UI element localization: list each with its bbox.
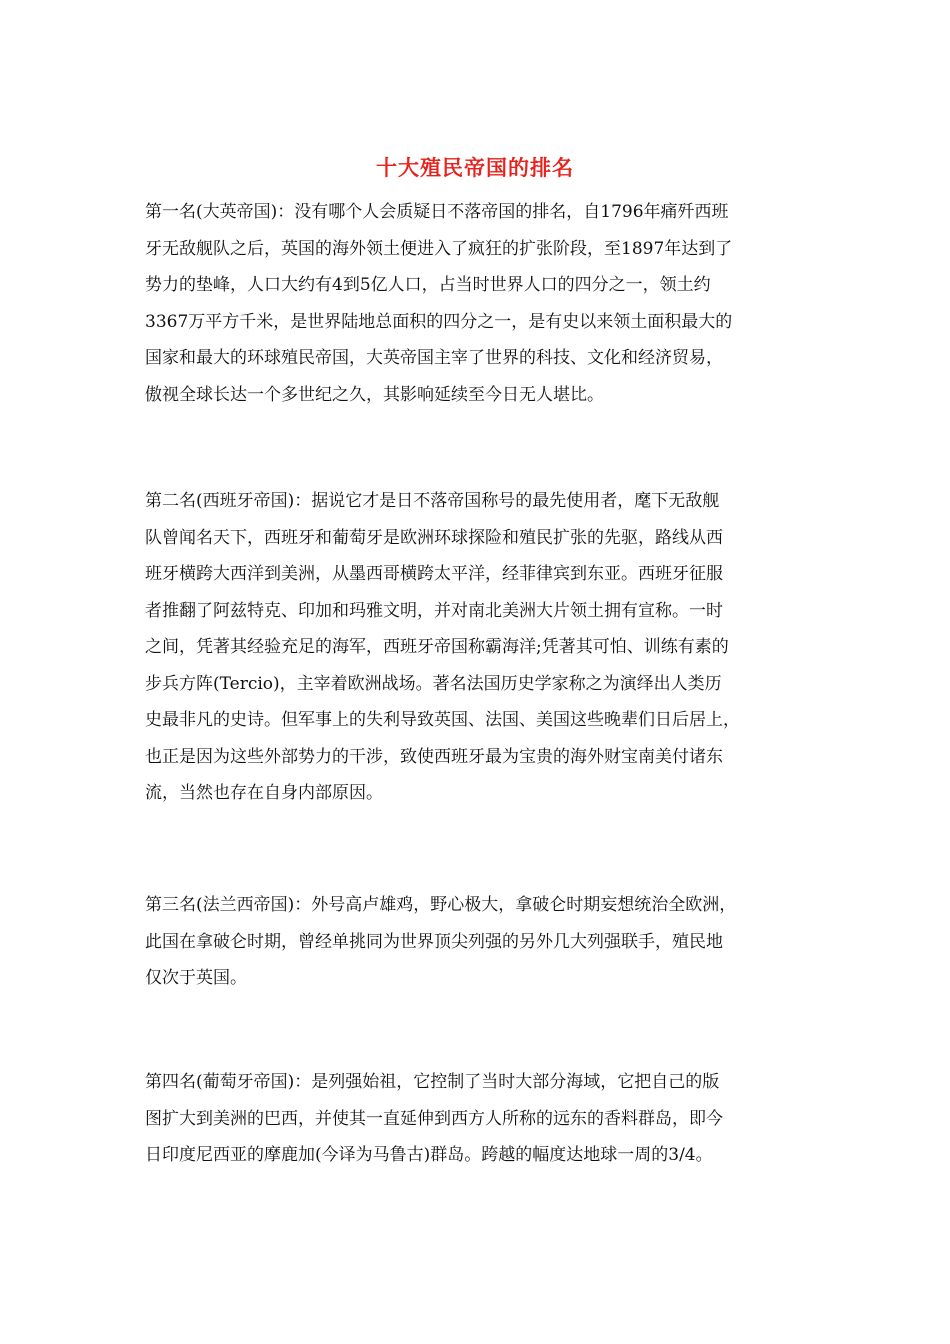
paragraph-line: 班牙横跨大西洋到美洲，从墨西哥横跨太平洋，经菲律宾到东亚。西班牙征服	[145, 564, 723, 584]
paragraph-line: 史最非凡的史诗。但军事上的失利导致英国、法国、美国这些晚辈们日后居上，	[145, 710, 740, 730]
paragraph-line: 日印度尼西亚的摩鹿加(今译为马鲁古)群岛。跨越的幅度达地球一周的3/4。	[145, 1145, 713, 1165]
paragraph-line: 也正是因为这些外部势力的干涉，致使西班牙最为宝贵的海外财宝南美付诸东	[145, 746, 723, 767]
paragraph-line: 牙无敌舰队之后，英国的海外领土便进入了疯狂的扩张阶段，至1897年达到了	[145, 238, 733, 259]
paragraph-line: 第一名(大英帝国)：没有哪个人会质疑日不落帝国的排名，自1796年痛歼西班	[145, 202, 729, 222]
paragraph-french-empire	[145, 887, 813, 997]
paragraph-line: 步兵方阵(Tercio)，主宰着欧洲战场。著名法国历史学家称之为演绎出人类历	[145, 673, 722, 694]
paragraph-spanish-empire	[145, 483, 813, 812]
paragraph-line: 此国在拿破仑时期，曾经单挑同为世界顶尖列强的另外几大列强联手，殖民地	[145, 931, 723, 952]
paragraph-line: 势力的垫峰，人口大约有4到5亿人口，占当时世界人口的四分之一，领土约	[145, 275, 711, 295]
paragraph-line: 3367万平方千米，是世界陆地总面积的四分之一，是有史以来领土面积最大的	[145, 311, 733, 332]
paragraph-line: 队曾闻名天下，西班牙和葡萄牙是欧洲环球探险和殖民扩张的先驱，路线从西	[145, 527, 723, 548]
paragraph-line: 第三名(法兰西帝国)：外号高卢雄鸡，野心极大，拿破仑时期妄想统治全欧洲，	[145, 895, 737, 915]
paragraph-line: 第四名(葡萄牙帝国)：是列强始祖，它控制了当时大部分海域，它把自己的版	[145, 1072, 720, 1092]
document-title: 十大殖民帝国的排名	[376, 155, 574, 180]
paragraph-line: 之间，凭著其经验充足的海军，西班牙帝国称霸海洋;凭著其可怕、训练有素的	[145, 637, 729, 657]
paragraph-line: 国家和最大的环球殖民帝国，大英帝国主宰了世界的科技、文化和经济贸易，	[145, 348, 723, 368]
paragraph-line: 第二名(西班牙帝国)：据说它才是日不落帝国称号的最先使用者，麾下无敌舰	[145, 491, 720, 511]
paragraph-portuguese-empire	[145, 1064, 813, 1174]
paragraph-line: 者推翻了阿兹特克、印加和玛雅文明，并对南北美洲大片领土拥有宣称。一时	[145, 600, 723, 621]
paragraph-british-empire	[145, 194, 813, 413]
paragraph-line: 傲视全球长达一个多世纪之久，其影响延续至今日无人堪比。	[145, 384, 604, 405]
paragraph-line: 图扩大到美洲的巴西，并使其一直延伸到西方人所称的远东的香料群岛，即今	[145, 1108, 723, 1129]
paragraph-line: 流，当然也存在自身内部原因。	[145, 783, 383, 803]
paragraph-line: 仅次于英国。	[145, 968, 247, 988]
